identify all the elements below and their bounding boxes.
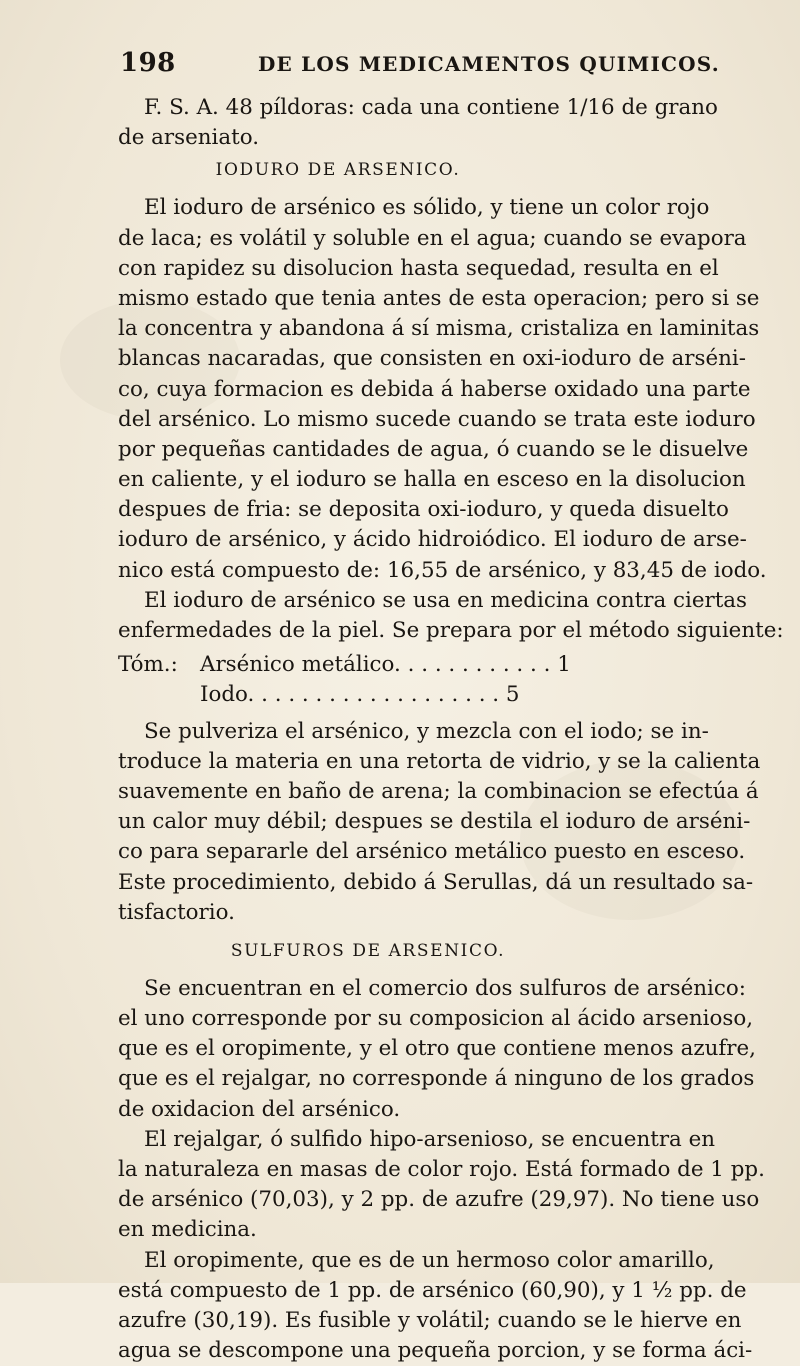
text-line: El ioduro de arsénico se usa en medicina contra ciertas bbox=[144, 587, 748, 613]
text-line: ioduro de arsénico, y ácido hidroiódico. El ioduro de arse- bbox=[118, 527, 747, 553]
text-line: tisfactorio. bbox=[118, 899, 235, 925]
page-body bbox=[118, 93, 784, 1366]
page-header bbox=[120, 48, 760, 88]
paragraph bbox=[118, 586, 784, 646]
text-line: co para separarle del arsénico metálico puesto en esceso. bbox=[118, 839, 746, 865]
text-line: enfermedades de la piel. Se prepara por el método siguiente: bbox=[118, 618, 784, 643]
text-line: que es el rejalgar, no corresponde á ninguno de los grados bbox=[118, 1066, 755, 1092]
section-heading-ioduro: IODURO DE ARSENICO. bbox=[215, 160, 461, 181]
paragraph bbox=[118, 1125, 778, 1246]
text-line: Se encuentran en el comercio dos sulfuros de arsénico: bbox=[144, 975, 746, 1001]
text-line: azufre (30,19). Es fusible y volátil; cuando se le hierve en bbox=[118, 1307, 742, 1333]
text-line: El rejalgar, ó sulfido hipo-arsenioso, se encuentra en bbox=[144, 1126, 716, 1152]
paragraph bbox=[118, 974, 778, 1125]
recipe-label: Tóm.: bbox=[118, 652, 178, 678]
text-line: suavemente en baño de arena; la combinacion se efectúa á bbox=[118, 778, 759, 804]
recipe-item: Iodo. . . . . . . . . . . . . . . . . . . 5 bbox=[200, 682, 520, 708]
text-line: F. S. A. 48 píldoras: cada una contiene 1/16 de grano bbox=[144, 95, 718, 120]
text-line: del arsénico. Lo mismo sucede cuando se trata este ioduro bbox=[118, 406, 756, 432]
text-line: despues de fria: se deposita oxi-ioduro, y queda disuelto bbox=[118, 497, 729, 523]
recipe-row bbox=[118, 680, 778, 710]
text-line: que es el oropimente, y el otro que contiene menos azufre, bbox=[118, 1036, 756, 1062]
text-line: de oxidacion del arsénico. bbox=[118, 1096, 401, 1122]
text-line: en medicina. bbox=[118, 1217, 257, 1243]
text-line: Este procedimiento, debido á Serullas, dá un resultado sa- bbox=[118, 869, 754, 895]
text-line: mismo estado que tenia antes de esta operacion; pero si se bbox=[118, 285, 760, 311]
running-head: DE LOS MEDICAMENTOS QUIMICOS. bbox=[258, 52, 720, 76]
text-line: Se pulveriza el arsénico, y mezcla con el iodo; se in- bbox=[144, 718, 709, 744]
text-line: con rapidez su disolucion hasta sequedad, resulta en el bbox=[118, 255, 719, 281]
text-line: de laca; es volátil y soluble en el agua; cuando se evapora bbox=[118, 225, 747, 251]
text-line: por pequeñas cantidades de agua, ó cuando se le disuelve bbox=[118, 436, 749, 462]
text-line: la concentra y abandona á sí misma, cristaliza en laminitas bbox=[118, 316, 760, 342]
text-line: co, cuya formacion es debida á haberse oxidado una parte bbox=[118, 376, 751, 402]
text-line: nico está compuesto de: 16,55 de arsénico, y 83,45 de iodo. bbox=[118, 557, 767, 583]
text-line: de arseniato. bbox=[118, 125, 260, 151]
text-line: de arsénico (70,03), y 2 pp. de azufre (29,97). No tiene uso bbox=[118, 1187, 760, 1213]
text-line: El oropimente, que es de un hermoso color amarillo, bbox=[144, 1247, 715, 1273]
text-line: blancas nacaradas, que consisten en oxi-ioduro de arséni- bbox=[118, 346, 746, 372]
recipe-row bbox=[118, 650, 778, 680]
text-line: en caliente, y el ioduro se halla en esceso en la disolucion bbox=[118, 467, 746, 493]
text-line: un calor muy débil; despues se destila el ioduro de arséni- bbox=[118, 809, 751, 835]
section-heading-sulfuros: SULFUROS DE ARSENICO. bbox=[230, 940, 506, 961]
text-line: troduce la materia en una retorta de vidrio, y se la calienta bbox=[118, 748, 761, 774]
paragraph bbox=[118, 1246, 778, 1366]
paragraph bbox=[118, 717, 778, 928]
recipe-item: Arsénico metálico. . . . . . . . . . . . 1 bbox=[200, 652, 571, 678]
text-line: la naturaleza en masas de color rojo. Está formado de 1 pp. bbox=[118, 1157, 765, 1182]
recipe bbox=[118, 650, 778, 710]
text-line: está compuesto de 1 pp. de arsénico (60,90), y 1 ½ pp. de bbox=[118, 1277, 747, 1303]
text-line: agua se descompone una pequeña porcion, y se forma áci- bbox=[118, 1338, 753, 1364]
text-line: el uno corresponde por su composicion al ácido arsenioso, bbox=[118, 1006, 754, 1032]
paragraph bbox=[118, 193, 778, 585]
page-number: 198 bbox=[120, 48, 176, 78]
text-line: El ioduro de arsénico es sólido, y tiene un color rojo bbox=[144, 195, 710, 221]
